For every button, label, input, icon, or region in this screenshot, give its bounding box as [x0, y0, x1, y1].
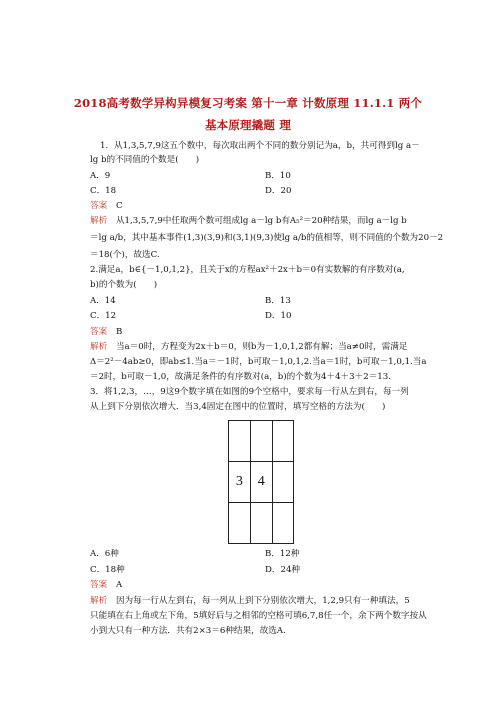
q2-analysis-line3: ＝2时，b可取－1,0，故满足条件的有序数对(a，b)的个数为4＋4＋3＋2＝13.: [90, 372, 391, 382]
grid-cell: [250, 421, 272, 462]
q1-analysis-line2: ＝lg a/b，其中基本事件(1,3)(3,9)和(3,1)(9,3)使lg a/b的值相等，则不同值的个数为20－2: [90, 233, 444, 243]
q2-stem-line2: b)的个数为( ): [90, 280, 158, 290]
q1-option-d: D．20: [265, 186, 292, 196]
q1-option-a: A．9: [90, 171, 111, 181]
analysis-label: 解析: [90, 216, 108, 226]
analysis-text: 从1,3,5,7,9中任取两个数可组成lg a－lg b有A₅²＝20种结果，而lg a－lg b: [115, 216, 407, 226]
q3-analysis-line1: [90, 596, 420, 607]
q1-answer: [90, 201, 420, 212]
q1-option-b: B．10: [265, 171, 291, 181]
answer-label: 答案: [90, 580, 108, 590]
q2-stem-line1: 2.满足a，b∈{－1,0,1,2}，且关于x的方程ax²＋2x＋b＝0有实数解的有序数对(a,: [90, 265, 405, 275]
number-grid: [228, 420, 294, 544]
q2-option-a: A．14: [90, 296, 116, 306]
q3-answer: [90, 580, 420, 591]
q1-option-c: C．18: [90, 186, 117, 196]
analysis-label: 解析: [90, 596, 108, 606]
analysis-label: 解析: [90, 342, 108, 352]
q1-analysis-line1: [90, 216, 420, 227]
answer-value: C: [115, 201, 123, 211]
q3-option-d: D．24种: [265, 565, 301, 575]
q3-analysis-line2: 只能填在右上角或左下角，5填好后与之相邻的空格可填6,7,8任一个，余下两个数字按从: [90, 611, 427, 621]
q1-analysis-line3: ＝18(个)，故选C.: [90, 250, 160, 260]
answer-value: B: [115, 327, 123, 337]
grid-cell: [272, 462, 293, 503]
q2-answer: [90, 327, 420, 338]
answer-label: 答案: [90, 327, 108, 337]
q2-analysis-line2: Δ＝2²－4ab≥0，即ab≤1.当a＝－1时，b可取－1,0,1,2.当a＝1时，b可取－1,0,1.当a: [90, 357, 427, 367]
q2-option-c: C．12: [90, 311, 117, 321]
q1-stem-line1: 1．从1,3,5,7,9这五个数中，每次取出两个不同的数分别记为a，b，共可得到lg a－: [100, 141, 420, 151]
q3-option-b: B．12种: [265, 549, 300, 559]
answer-label: 答案: [90, 201, 108, 211]
grid-cell: [229, 503, 251, 544]
grid-cell: 4: [250, 462, 272, 503]
q3-option-a: A．6种: [90, 549, 119, 559]
q3-analysis-line3: 小到大只有一种方法．共有2×3＝6种结果，故选A.: [90, 626, 286, 636]
page-title-line1: 2018高考数学异构异模复习考案 第十一章 计数原理 11.1.1 两个: [73, 96, 423, 110]
grid-cell: [229, 421, 251, 462]
q2-option-d: D．10: [265, 311, 292, 321]
analysis-text: 因为每一行从左到右，每一列从上到下分别依次增大，1,2,9只有一种填法，5: [115, 596, 410, 606]
page-title-line2: 基本原理撬题 理: [204, 118, 292, 132]
grid-cell: [272, 421, 293, 462]
analysis-text: 当a＝0时，方程变为2x＋b＝0，则b为－1,0,1,2都有解；当a≠0时，需满足: [115, 342, 408, 352]
grid-cell: 3: [229, 462, 251, 503]
answer-value: A: [115, 580, 123, 590]
q3-option-c: C．18种: [90, 565, 125, 575]
q3-stem-line2: 从上到下分别依次增大．当3,4固定在图中的位置时，填写空格的方法为( ): [90, 402, 386, 412]
q3-stem-line1: 3．将1,2,3，…，9这9个数字填在如图的9个空格中，要求每一行从左到右，每一列: [90, 387, 409, 397]
q1-stem-line2: lg b的不同值的个数是( ): [90, 155, 200, 165]
q2-option-b: B．13: [265, 296, 291, 306]
grid-cell: [272, 503, 293, 544]
q2-analysis-line1: [90, 342, 420, 353]
grid-cell: [250, 503, 272, 544]
